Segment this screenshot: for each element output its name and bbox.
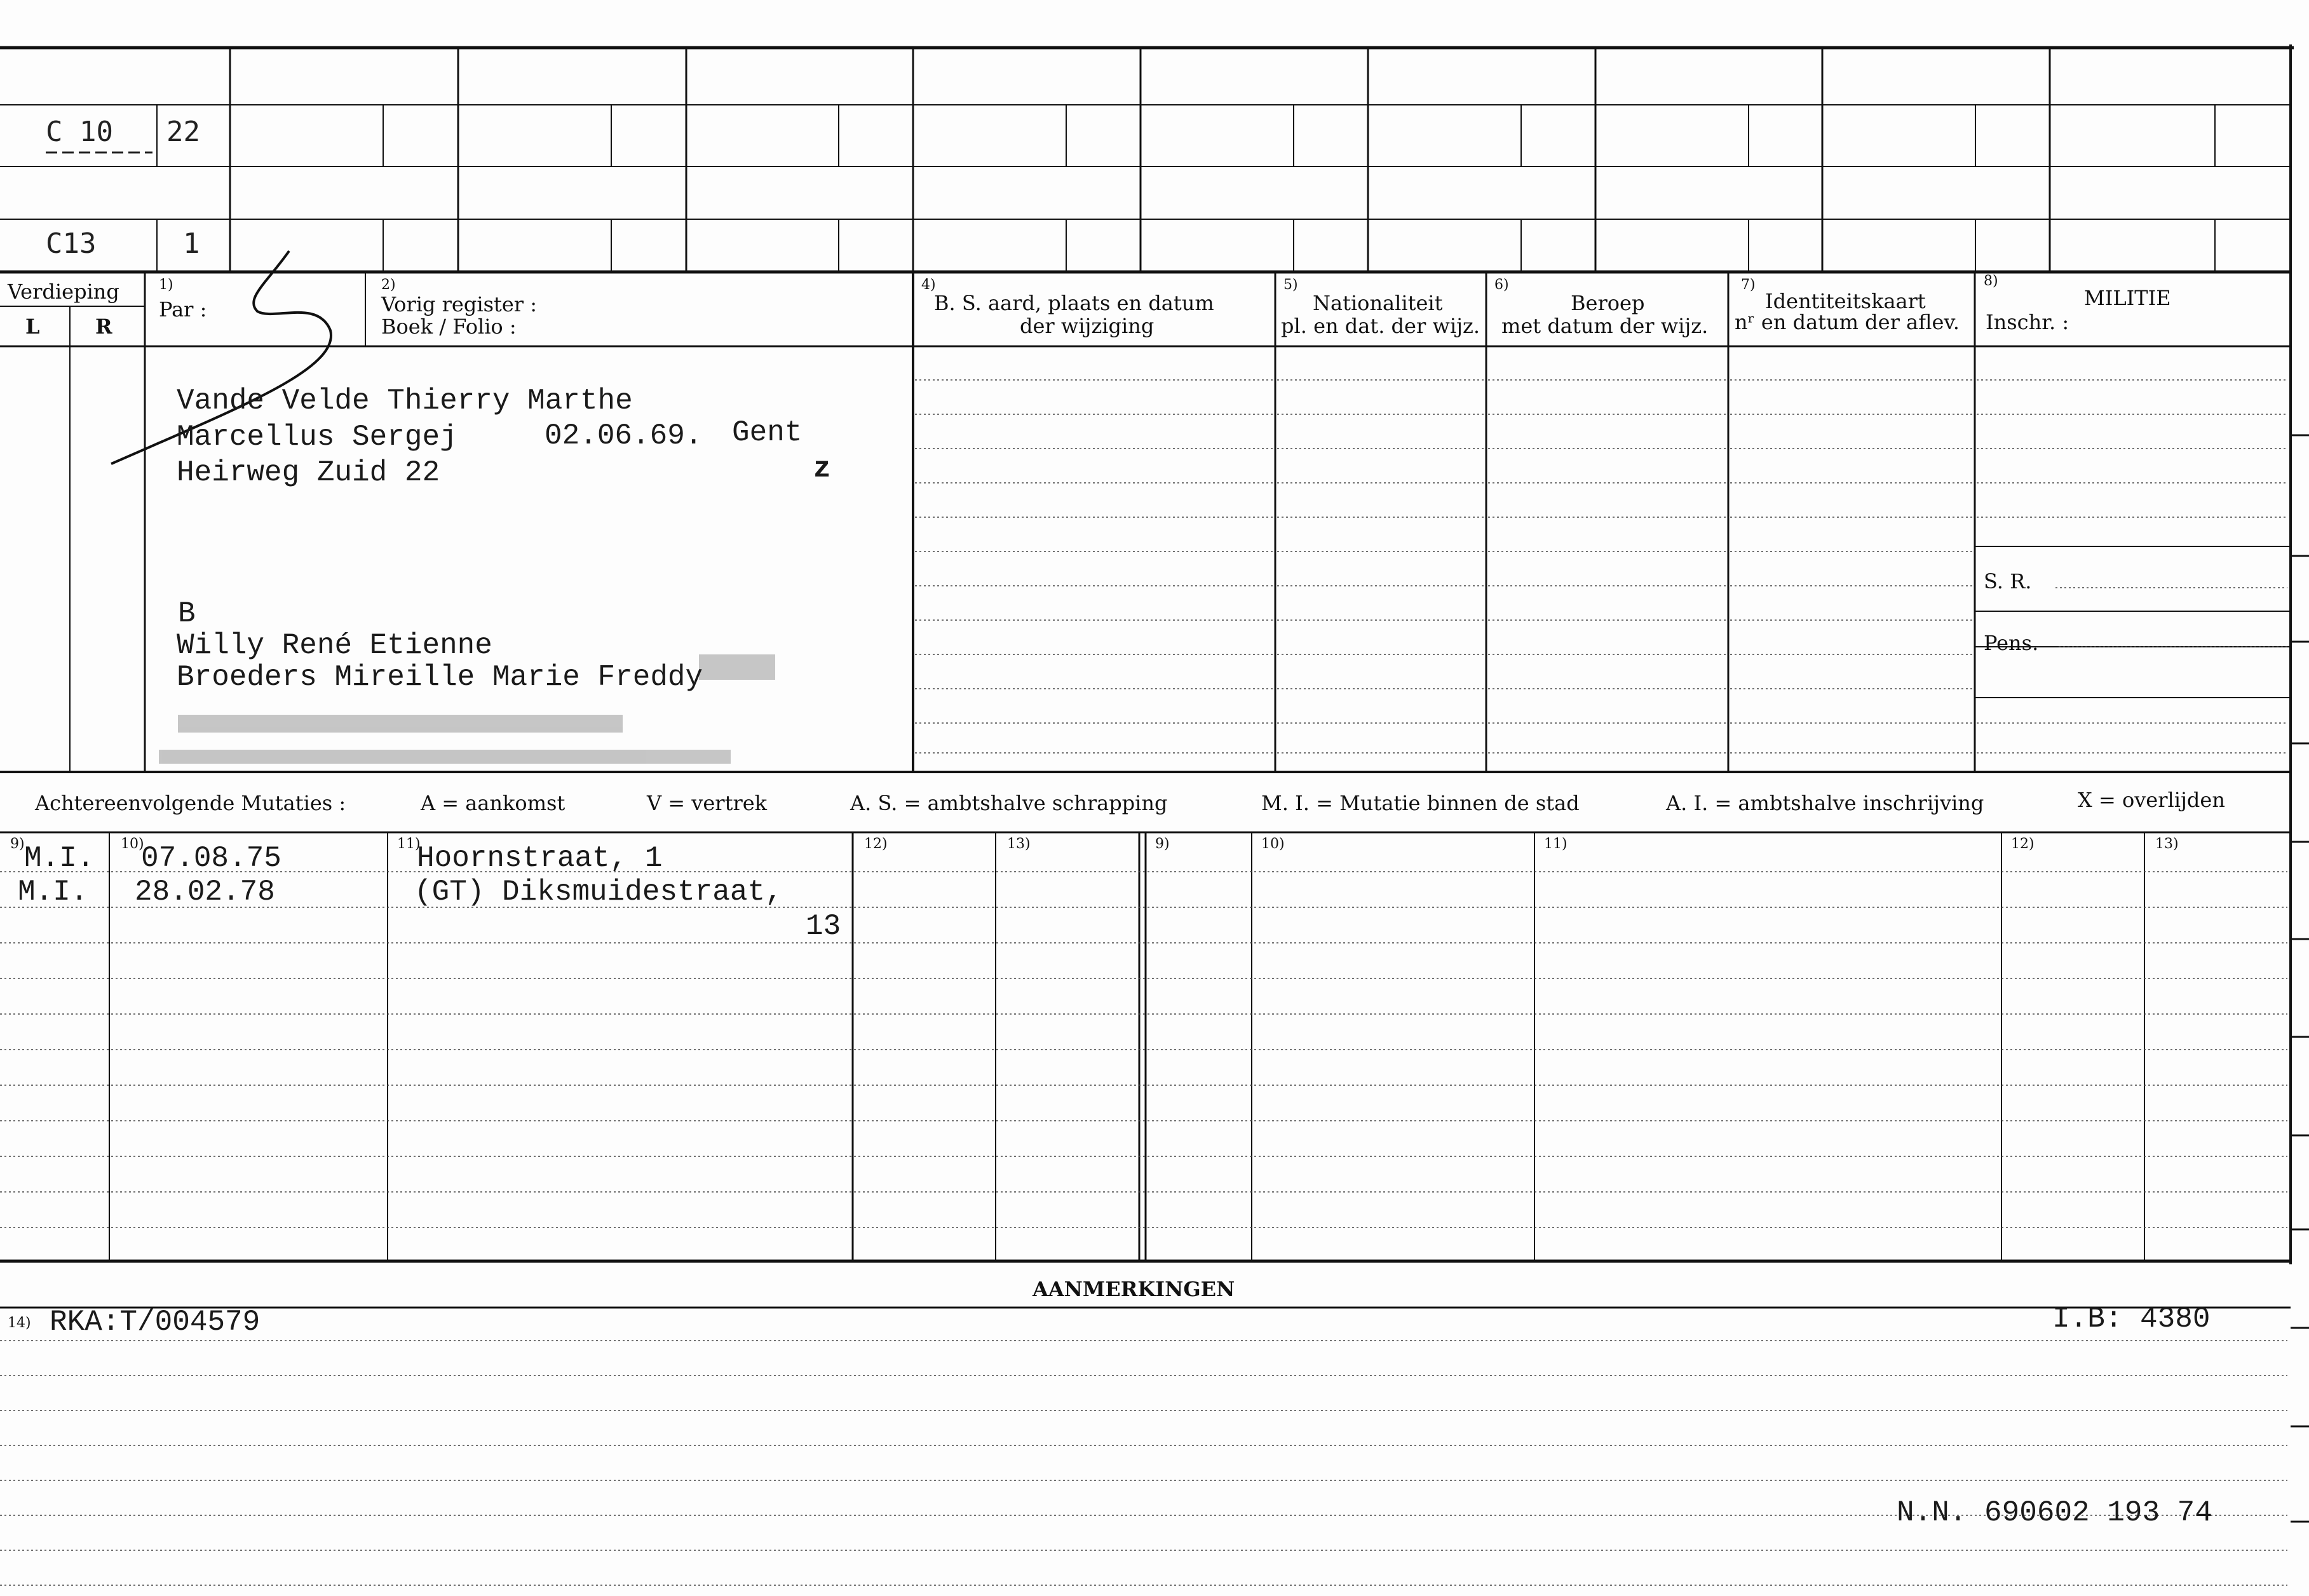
mutation-date-1: 07.08.75	[141, 842, 281, 875]
parent-names-line-1: Willy René Etienne	[177, 629, 492, 662]
inschr-label: Inschr. :	[1986, 310, 2069, 334]
nationality-label: Nationaliteit	[1313, 291, 1443, 315]
floor-left-label: L	[25, 314, 40, 339]
civil-status-label-2: der wijziging	[1020, 314, 1154, 338]
civil-status-label: B. S. aard, plaats en datum	[934, 291, 1214, 315]
mutation-col-11-right: 11)	[1544, 836, 1568, 852]
field-number-6: 6)	[1494, 277, 1509, 293]
floor-label: Verdieping	[8, 280, 119, 304]
sr-label: S. R.	[1984, 569, 2032, 593]
birth-place: Gent	[732, 416, 802, 449]
header-code-1-number: 22	[166, 116, 200, 148]
id-card-label: Identiteitskaart	[1765, 289, 1926, 313]
pens-label: Pens.	[1984, 631, 2039, 655]
field-number-2: 2)	[381, 277, 396, 293]
floor-right-label: R	[95, 314, 112, 339]
mark-z: z	[813, 452, 831, 485]
field-number-7: 7)	[1741, 277, 1756, 293]
militia-label: MILITIE	[2084, 286, 2171, 310]
mutation-col-12: 12)	[864, 836, 888, 852]
person-name-line-1: Vande Velde Thierry Marthe	[177, 384, 633, 417]
id-card-label-2: nʳ en datum der aflev.	[1735, 310, 1960, 334]
mutation-col-11: 11)	[397, 836, 421, 852]
parent-names-line-2: Broeders Mireille Marie Freddy	[177, 661, 703, 694]
nationality-label-2: pl. en dat. der wijz.	[1281, 314, 1480, 338]
profession-label: Beroep	[1571, 291, 1645, 315]
legend-official-registration: A. I. = ambtshalve inschrijving	[1666, 791, 1984, 815]
legend-death: X = overlijden	[2078, 788, 2225, 812]
legend-official-removal: A. S. = ambtshalve schrapping	[850, 791, 1168, 815]
field-number-1: 1)	[159, 277, 173, 293]
mutation-col-13-right: 13)	[2155, 836, 2179, 852]
legend-internal-mutation: M. I. = Mutatie binnen de stad	[1261, 791, 1580, 815]
national-number: N.N. 690602 193 74	[1897, 1496, 2212, 1529]
legend-title: Achtereenvolgende Mutaties :	[35, 791, 346, 815]
book-folio-label: Boek / Folio :	[381, 314, 517, 339]
field-number-4: 4)	[921, 277, 936, 293]
remarks-ib: I.B: 4380	[2052, 1302, 2211, 1336]
field-number-14: 14)	[8, 1315, 31, 1331]
mutation-col-12-right: 12)	[2011, 836, 2035, 852]
mutation-address-2-continued: 13	[806, 910, 841, 943]
profession-label-2: met datum der wijz.	[1501, 314, 1709, 338]
field-number-5: 5)	[1283, 277, 1298, 293]
person-name-line-2: Marcellus Sergej	[177, 421, 457, 454]
field-number-8: 8)	[1984, 273, 1998, 289]
mutation-col-13: 13)	[1007, 836, 1031, 852]
mutation-col-10: 10)	[121, 836, 144, 852]
mutation-type-1: M.I.	[24, 842, 95, 875]
previous-register-label: Vorig register :	[381, 292, 538, 316]
mutation-col-9: 9)	[10, 836, 25, 852]
header-code-1: C 10	[46, 116, 113, 148]
mutation-type-2: M.I.	[18, 876, 88, 909]
header-code-2: C13	[46, 227, 97, 260]
mutation-col-10-right: 10)	[1261, 836, 1285, 852]
legend-departure: V = vertrek	[647, 791, 768, 815]
header-code-2-number: 1	[183, 227, 200, 260]
remarks-title: AANMERKINGEN	[1033, 1277, 1235, 1301]
mutation-address-1: Hoornstraat, 1	[417, 842, 663, 875]
person-address: Heirweg Zuid 22	[177, 456, 440, 489]
birth-date: 02.06.69.	[545, 419, 703, 452]
par-label: Par :	[159, 297, 207, 321]
legend-arrival: A = aankomst	[421, 791, 565, 815]
remarks-rka: RKA:T/004579	[50, 1306, 261, 1339]
mutation-col-9-right: 9)	[1155, 836, 1170, 852]
mutation-address-2: (GT) Diksmuidestraat,	[414, 876, 783, 909]
mutation-date-2: 28.02.78	[135, 876, 275, 909]
spouse-marker: B	[178, 597, 196, 630]
